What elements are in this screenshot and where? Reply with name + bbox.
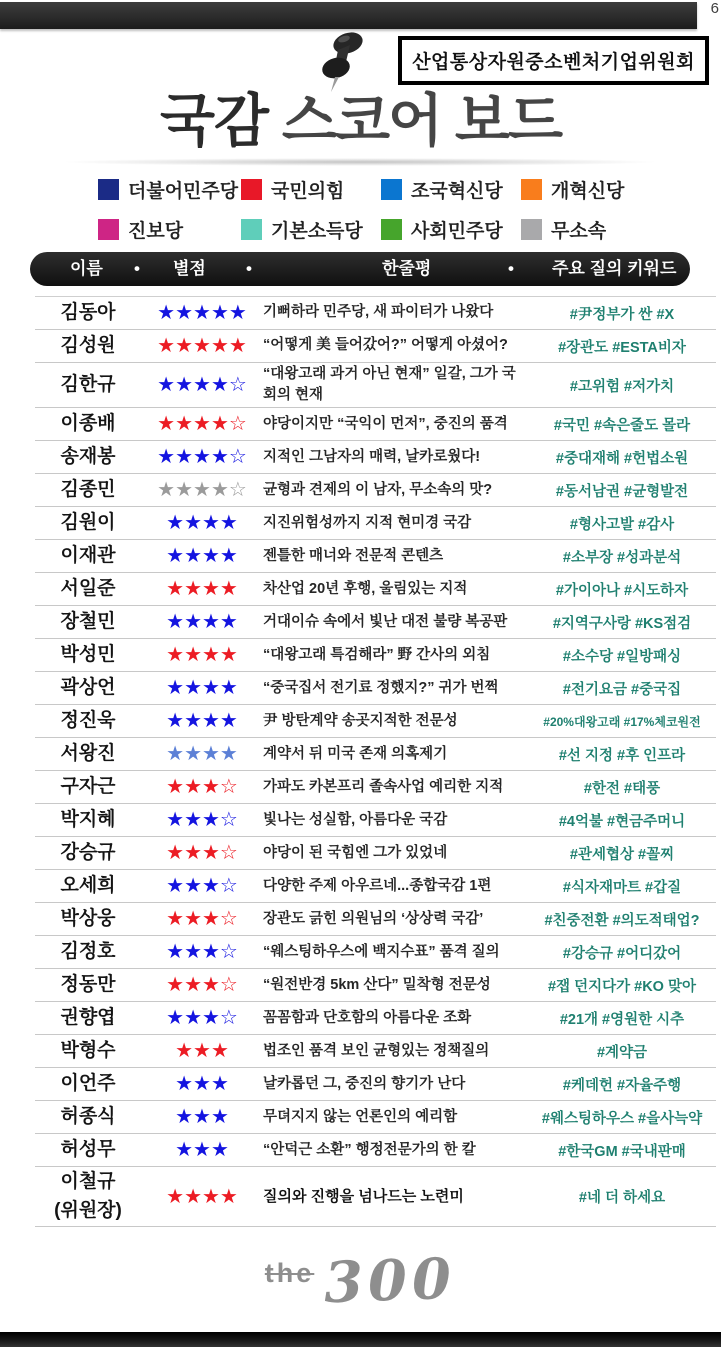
logo-300-text: 300 — [323, 1245, 458, 1317]
star-rating: ★★★☆ — [166, 941, 238, 964]
member-name: 서일준 — [60, 578, 116, 600]
one-line-review: 질의와 진행을 넘나드는 노련미 — [263, 1187, 464, 1205]
question-keywords: #한국GM #국내판매 — [558, 1143, 686, 1160]
table-row — [35, 705, 716, 738]
the300-logo — [0, 1245, 721, 1317]
column-header-keywords: 주요 질의 키워드 — [552, 259, 677, 278]
star-rating: ★★★ — [175, 1040, 229, 1063]
question-keywords: #중대재해 #헌법소원 — [555, 450, 689, 467]
star-rating: ★★★★☆ — [157, 446, 247, 469]
question-keywords: #관세협상 #꼴찌 — [569, 846, 675, 863]
page-number: 6 — [710, 0, 719, 17]
question-keywords: #웨스팅하우스 #을사늑약 — [541, 1110, 703, 1127]
legend-item — [521, 176, 641, 203]
question-keywords: #동서남권 #균형발전 — [555, 483, 689, 500]
party-color-swatch — [521, 219, 542, 240]
table-row — [35, 1167, 716, 1227]
member-name: 이종배 — [60, 413, 116, 435]
pushpin-icon — [314, 30, 368, 94]
question-keywords: #20%대왕고래 #17%체코원전 — [543, 714, 701, 729]
column-header-comment: 한줄평 — [382, 259, 432, 278]
question-keywords: #선 지정 #후 인프라 — [558, 747, 686, 764]
legend-item — [241, 176, 381, 203]
title-divider — [60, 158, 660, 166]
legend-item — [381, 176, 521, 203]
party-name: 무소속 — [551, 221, 607, 242]
member-name: 이철규 (위원장) — [35, 1168, 141, 1225]
star-rating: ★★★★ — [166, 545, 238, 568]
party-color-swatch — [241, 179, 262, 200]
question-keywords: #전기요금 #중국집 — [562, 681, 682, 698]
one-line-review: 빛나는 성실함, 아름다운 국감 — [263, 811, 448, 828]
star-rating: ★★★★★ — [157, 302, 247, 324]
member-name: 박성민 — [60, 644, 116, 666]
star-rating: ★★★★ — [166, 611, 238, 634]
party-name: 더불어민주당 — [128, 181, 239, 202]
table-row — [35, 507, 716, 540]
party-name: 진보당 — [128, 221, 184, 242]
member-name: 김종민 — [60, 479, 116, 501]
one-line-review: 꼼꼼함과 단호함의 아름다운 조화 — [263, 1009, 472, 1026]
question-keywords: #친중전환 #의도적태업? — [544, 912, 700, 929]
one-line-review: 거대이슈 속에서 빛난 대전 불량 복공판 — [263, 613, 508, 630]
one-line-review: “대왕고래 특검해라” 野 간사의 외침 — [263, 646, 491, 663]
table-row — [35, 870, 716, 903]
table-row — [35, 738, 716, 771]
logo-the-text: the — [264, 1258, 315, 1288]
star-rating: ★★★☆ — [166, 908, 238, 931]
one-line-review: 지적인 그남자의 매력, 날카로웠다! — [263, 448, 481, 465]
member-name: 구자근 — [60, 776, 116, 798]
one-line-review: 날카롭던 그, 중진의 향기가 난다 — [263, 1075, 466, 1092]
member-name: 박형수 — [60, 1040, 116, 1062]
table-row — [35, 969, 716, 1002]
column-header-stars: 별점 — [173, 259, 206, 278]
table-row — [35, 1101, 716, 1134]
party-legend — [98, 176, 641, 243]
star-rating: ★★★☆ — [166, 974, 238, 997]
question-keywords: #4억불 #현금주머니 — [558, 813, 686, 830]
question-keywords: #소수당 #일방패싱 — [562, 648, 682, 665]
one-line-review: 다양한 주제 아우르네...종합국감 1편 — [263, 877, 492, 894]
member-title: (위원장) — [54, 1199, 122, 1221]
star-rating: ★★★★☆ — [157, 479, 247, 502]
party-name: 조국혁신당 — [411, 181, 503, 202]
party-color-swatch — [241, 219, 262, 240]
one-line-review: 차산업 20년 후행, 울림있는 지적 — [263, 580, 468, 597]
member-name: 김원이 — [60, 512, 116, 534]
member-name: 정진욱 — [60, 710, 116, 732]
one-line-review: “웨스팅하우스에 백지수표” 품격 질의 — [263, 943, 500, 960]
star-rating: ★★★★ — [166, 512, 238, 535]
member-name: 이언주 — [60, 1073, 116, 1095]
one-line-review: “원전반경 5km 산다” 밀착형 전문성 — [263, 976, 491, 993]
question-keywords: #가이아나 #시도하자 — [555, 582, 689, 599]
header-bullet: • — [134, 259, 140, 278]
one-line-review: 법조인 품격 보인 균형있는 정책질의 — [263, 1042, 490, 1059]
member-name: 권향엽 — [60, 1007, 116, 1029]
table-row — [35, 1134, 716, 1167]
party-name: 사회민주당 — [411, 221, 503, 242]
table-row — [35, 837, 716, 870]
page-title — [0, 89, 721, 153]
legend-item — [98, 176, 241, 203]
one-line-review: “안덕근 소환” 행정전문가의 한 칼 — [263, 1141, 476, 1158]
member-name: 박지혜 — [60, 809, 116, 831]
star-rating: ★★★★ — [166, 677, 238, 700]
star-rating: ★★★★☆ — [157, 374, 247, 397]
one-line-review: 계약서 뒤 미국 존재 의혹제기 — [263, 745, 448, 762]
one-line-review: 젠틀한 매너와 전문적 콘텐츠 — [263, 547, 444, 564]
table-row — [35, 804, 716, 837]
one-line-review: 尹 방탄계약 송곳지적한 전문성 — [263, 712, 458, 729]
party-name: 기본소득당 — [271, 221, 363, 242]
party-color-swatch — [521, 179, 542, 200]
party-color-swatch — [98, 219, 119, 240]
question-keywords: #케데헌 #자율주행 — [562, 1077, 682, 1094]
question-keywords: #지역구사랑 #KS점검 — [552, 615, 692, 632]
one-line-review: 지진위험성까지 지적 현미경 국감 — [263, 514, 472, 531]
title-gukgam: 국감 — [159, 89, 269, 153]
one-line-review: 가파도 카본프리 졸속사업 예리한 지적 — [263, 778, 504, 795]
table-row — [35, 1035, 716, 1068]
one-line-review: 기뻐하라 민주당, 새 파이터가 나왔다 — [263, 304, 494, 321]
table-row — [35, 936, 716, 969]
table-row — [35, 573, 716, 606]
table-header — [30, 252, 690, 286]
member-name: 송재봉 — [60, 446, 116, 468]
party-name: 국민의힘 — [271, 181, 345, 202]
member-name: 김한규 — [60, 374, 116, 396]
member-name: 김동아 — [60, 302, 116, 324]
table-row — [35, 639, 716, 672]
question-keywords: #잽 던지다가 #KO 맞아 — [547, 978, 696, 995]
one-line-review: 무뎌지지 않는 언론인의 예리함 — [263, 1108, 458, 1125]
star-rating: ★★★★ — [166, 578, 238, 601]
table-row — [35, 540, 716, 573]
top-bar — [0, 2, 697, 29]
question-keywords: #21개 #영원한 시추 — [559, 1011, 685, 1028]
star-rating: ★★★☆ — [166, 842, 238, 865]
star-rating: ★★★★ — [166, 743, 238, 766]
table-row — [35, 1068, 716, 1101]
question-keywords: #국민 #속은줄도 몰라 — [553, 417, 691, 434]
column-header-name: 이름 — [70, 259, 103, 278]
table-row — [35, 672, 716, 705]
star-rating: ★★★★ — [166, 644, 238, 667]
legend-item — [521, 216, 641, 243]
table-row — [35, 903, 716, 936]
member-name: 곽상언 — [60, 677, 116, 699]
table-row — [35, 297, 716, 330]
table-row — [35, 363, 716, 408]
star-rating: ★★★☆ — [166, 1007, 238, 1030]
star-rating: ★★★ — [175, 1073, 229, 1096]
member-name: 서왕진 — [60, 743, 116, 765]
one-line-review: 균형과 견제의 이 남자, 무소속의 맛? — [263, 481, 493, 498]
star-rating: ★★★☆ — [166, 875, 238, 898]
member-name: 허성무 — [60, 1139, 116, 1161]
member-name: 정동만 — [60, 974, 116, 996]
header — [0, 30, 721, 96]
question-keywords: #한전 #태풍 — [583, 780, 661, 797]
one-line-review: 야당이 된 국힘엔 그가 있었네 — [263, 844, 448, 861]
one-line-review: “중국집서 전기료 정했지?” 귀가 번쩍 — [263, 679, 499, 696]
one-line-review: “어떻게 美 들어갔어?” 어떻게 아셨어? — [263, 337, 508, 354]
title-scoreboard: 스코어 보드 — [268, 89, 562, 153]
star-rating: ★★★☆ — [166, 809, 238, 832]
member-name: 허종식 — [60, 1106, 116, 1128]
table-row — [35, 1002, 716, 1035]
one-line-review: 야당이지만 “국익이 먼저”, 중진의 품격 — [263, 415, 508, 432]
star-rating: ★★★★☆ — [157, 413, 247, 436]
table-row — [35, 474, 716, 507]
question-keywords: #네 더 하세요 — [578, 1190, 666, 1207]
header-bullet: • — [508, 259, 514, 278]
table-row — [35, 330, 716, 363]
question-keywords: #식자재마트 #갑질 — [562, 879, 682, 896]
legend-item — [241, 216, 381, 243]
party-color-swatch — [98, 179, 119, 200]
party-color-swatch — [381, 179, 402, 200]
question-keywords: #尹정부가 싼 #X — [569, 306, 675, 323]
bottom-bar — [0, 1332, 721, 1347]
member-name: 김정호 — [60, 941, 116, 963]
star-rating: ★★★★ — [166, 710, 238, 733]
member-name: 김성원 — [60, 335, 116, 357]
star-rating: ★★★★ — [166, 1185, 238, 1208]
question-keywords: #계약금 — [596, 1044, 648, 1061]
member-name: 박상웅 — [60, 908, 116, 930]
star-rating: ★★★★★ — [157, 335, 247, 357]
member-name: 강승규 — [60, 842, 116, 864]
committee-name-box: 산업통상자원중소벤처기업위원회 — [398, 36, 709, 85]
question-keywords: #고위험 #저가치 — [569, 378, 675, 395]
party-color-swatch — [381, 219, 402, 240]
question-keywords: #형사고발 #감사 — [569, 516, 675, 533]
table-row — [35, 408, 716, 441]
question-keywords: #소부장 #성과분석 — [562, 549, 682, 566]
table-row — [35, 606, 716, 639]
question-keywords: #강승규 #어디갔어 — [562, 945, 682, 962]
question-keywords: #장관도 #ESTA비자 — [558, 339, 686, 356]
member-name: 이재관 — [60, 545, 116, 567]
header-bullet: • — [246, 259, 252, 278]
score-table — [35, 296, 716, 1227]
legend-item — [98, 216, 241, 243]
star-rating: ★★★ — [175, 1106, 229, 1129]
one-line-review: 장관도 긁힌 의원님의 ‘상상력 국감’ — [263, 910, 484, 927]
member-name: 장철민 — [60, 611, 116, 633]
legend-item — [381, 216, 521, 243]
one-line-review: “대왕고래 과거 아닌 현재” 일갈, 그가 국회의 현재 — [263, 366, 516, 404]
star-rating: ★★★ — [175, 1139, 229, 1162]
star-rating: ★★★☆ — [166, 776, 238, 799]
table-row — [35, 771, 716, 804]
member-name: 오세희 — [60, 875, 116, 897]
party-name: 개혁신당 — [551, 181, 625, 202]
table-row — [35, 441, 716, 474]
